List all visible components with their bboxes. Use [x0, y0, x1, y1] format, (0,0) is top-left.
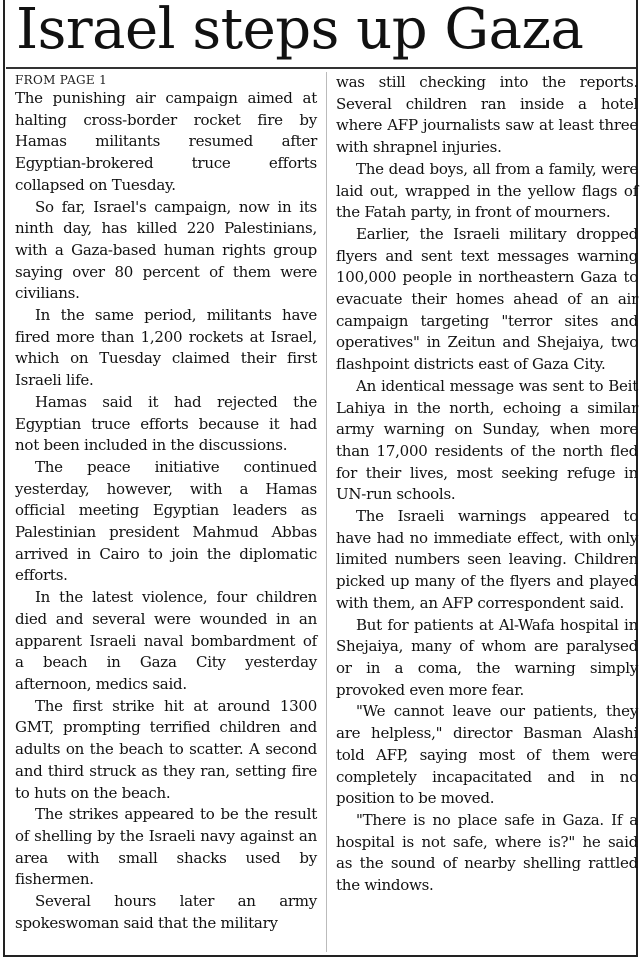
paragraph: The first strike hit at around 1300 GMT, prompting terrified children and adults on the beach to scatter. A second and third struck as they ran, setting fire to huts on the beach. [15, 696, 317, 802]
paragraph: The punishing air campaign aimed at halting cross-border rocket fire by Hamas militants resumed after Egyptian-brokered truce efforts collapsed on Tuesday. [15, 89, 317, 194]
paragraph: Earlier, the Israeli military dropped flyers and sent text messages warning 100,000 people in northeastern Gaza to evacuate their homes ahead of an air campaign targeting "terror sites and operatives" in Zeitun and Shejaiya, two flashpoint districts east of Gaza City. [336, 224, 638, 374]
paragraph: "We cannot leave our patients, they are helpless," director Basman Alashi told AFP, saying most of them were completely incapacitated and in no position to be moved. [336, 702, 638, 808]
paragraph: The Israeli warnings appeared to have had no immediate effect, with only limited numbers seen leaving. Children picked up many of the flyers and played with them, an AFP correspondent said. [336, 507, 638, 612]
paragraph: But for patients at Al-Wafa hospital in Shejaiya, many of whom are paralysed or in a coma, the warning simply provoked even more fear. [336, 615, 638, 699]
paragraph: Several hours later an army spokeswoman said that the military [15, 892, 317, 932]
headline-rule [6, 67, 636, 69]
paragraph: In the same period, militants have fired more than 1,200 rockets at Israel, which on Tuesday claimed their first Israeli life. [15, 306, 317, 390]
paragraph: The dead boys, all from a family, were laid out, wrapped in the yellow flags of the Fatah party, in front of mourners. [336, 159, 638, 222]
paragraph: An identical message was sent to Beit Lahiya in the north, echoing a similar army warning on Sunday, when more than 17,000 residents of the north fled for their lives, most seeking refuge in UN-run schools. [336, 376, 638, 504]
paragraph: The strikes appeared to be the result of shelling by the Israeli navy against an area with small shacks used by fishermen. [15, 805, 317, 889]
column-divider [326, 72, 327, 952]
continuation-kicker: FROM PAGE 1 [15, 73, 108, 87]
right-column [336, 72, 638, 897]
left-column [15, 72, 317, 934]
paragraph: In the latest violence, four children died and several were wounded in an apparent Israeli naval bombardment of a beach in Gaza City yesterday afternoon, medics said. [15, 588, 317, 693]
paragraph: "There is no place safe in Gaza. If a hospital is not safe, where is?" he said as the sound of nearby shelling rattled the windows. [336, 810, 638, 895]
paragraph: Hamas said it had rejected the Egyptian truce efforts because it had not been included in the discussions. [15, 392, 317, 455]
headline: Israel steps up Gaza [16, 0, 584, 62]
paragraph: was still checking into the reports. Several children ran inside a hotel where AFP journalists saw at least three with shrapnel injuries. [336, 73, 638, 157]
paragraph: The peace initiative continued yesterday, however, with a Hamas official meeting Egyptian leaders as Palestinian president Mahmud Abbas arrived in Cairo to join the diplomatic efforts. [15, 457, 317, 585]
paragraph: So far, Israel's campaign, now in its ninth day, has killed 220 Palestinians, with a Gaza-based human rights group saying over 80 percent of them were civilians. [15, 197, 317, 303]
